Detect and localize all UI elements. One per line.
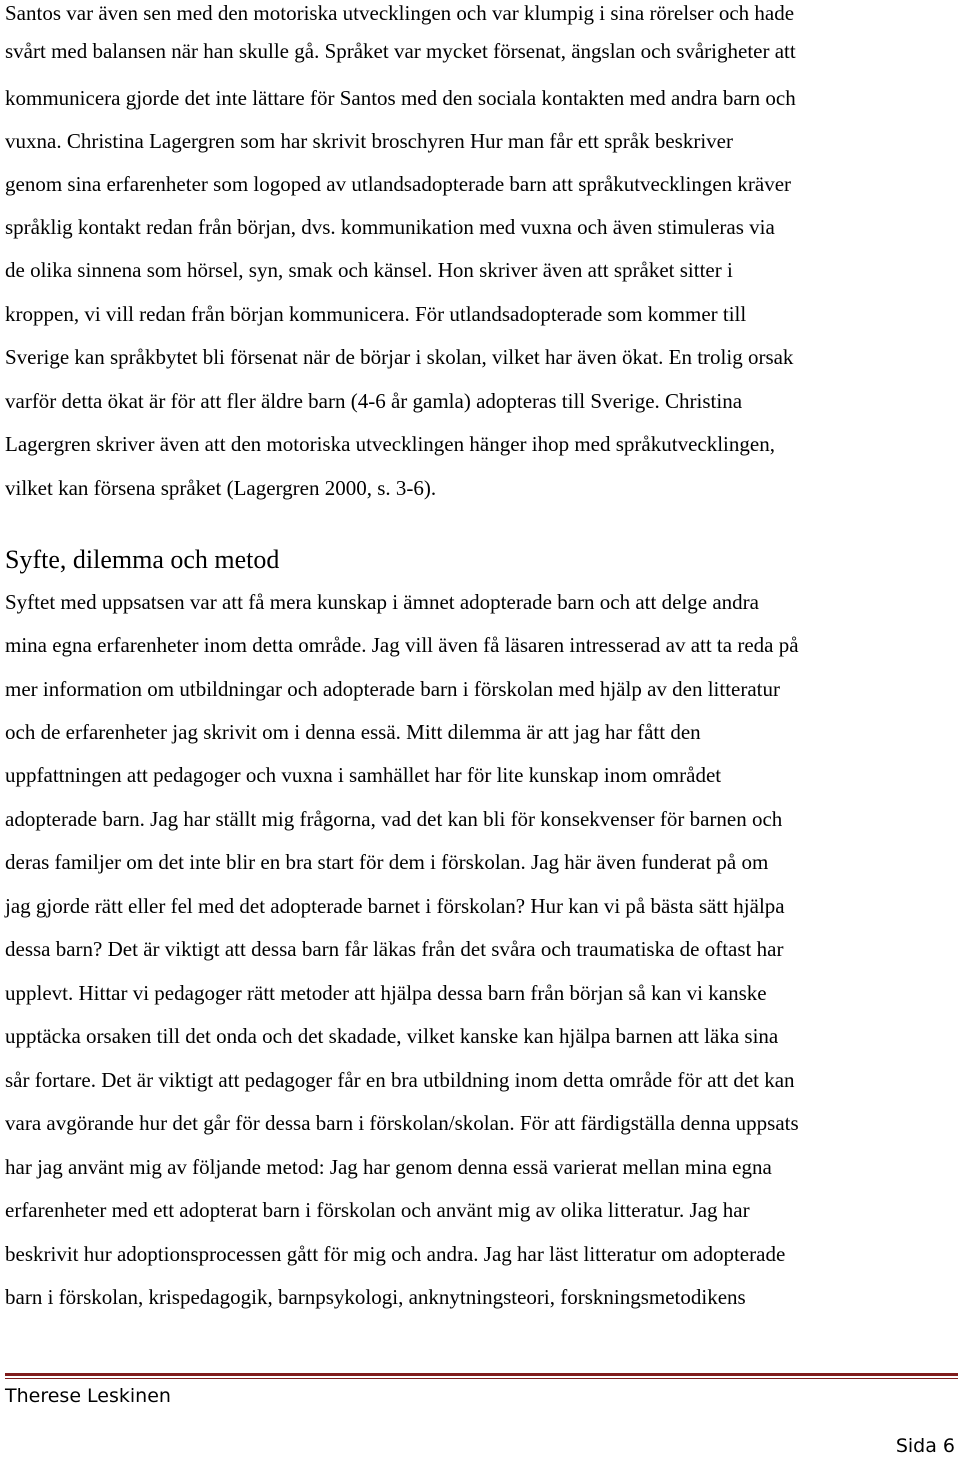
body-line: adopterade barn. Jag har ställt mig frågorna, vad det kan bli för konsekvenser för barnen och <box>5 807 783 831</box>
body-line: beskrivit hur adoptionsprocessen gått för mig och andra. Jag har läst litteratur om adopterade <box>5 1242 786 1266</box>
body-line: Syftet med uppsatsen var att få mera kunskap i ämnet adopterade barn och att delge andra <box>5 590 759 614</box>
body-line: kommunicera gjorde det inte lättare för Santos med den sociala kontakten med andra barn och <box>5 86 796 110</box>
body-line: dessa barn? Det är viktigt att dessa barn får läkas från det svåra och traumatiska de oftast har <box>5 937 784 961</box>
footer-rule <box>5 1373 958 1376</box>
body-line: upptäcka orsaken till det onda och det skadade, vilket kanske kan hjälpa barnen att läka sina <box>5 1024 779 1048</box>
body-line: genom sina erfarenheter som logoped av utlandsadopterade barn att språkutvecklingen kräver <box>5 172 792 196</box>
body-line: och de erfarenheter jag skrivit om i denna essä. Mitt dilemma är att jag har fått den <box>5 720 701 744</box>
body-line: har jag använt mig av följande metod: Jag har genom denna essä varierat mellan mina egna <box>5 1155 772 1179</box>
body-line: mina egna erfarenheter inom detta område. Jag vill även få läsaren intresserad av att ta reda på <box>5 633 799 657</box>
body-line: språklig kontakt redan från början, dvs. kommunikation med vuxna och även stimuleras via <box>5 215 775 239</box>
body-line: varför detta ökat är för att fler äldre barn (4-6 år gamla) adopteras till Sverige. Christina <box>5 389 743 413</box>
body-line: Sverige kan språkbytet bli försenat när de börjar i skolan, vilket har även ökat. En trolig orsak <box>5 345 794 369</box>
body-line: Lagergren skriver även att den motoriska utvecklingen hänger ihop med språkutvecklingen, <box>5 432 775 456</box>
body-line: deras familjer om det inte blir en bra start för dem i förskolan. Jag här även funderat på om <box>5 850 769 874</box>
footer-rule-thin <box>5 1378 958 1379</box>
body-line: kroppen, vi vill redan från början kommunicera. För utlandsadopterade som kommer till <box>5 302 747 326</box>
body-line: svårt med balansen när han skulle gå. Språket var mycket försenat, ängslan och svårigheter att <box>5 39 796 63</box>
body-line: barn i förskolan, krispedagogik, barnpsykologi, anknytningsteori, forskningsmetodikens <box>5 1285 746 1309</box>
body-line: uppfattningen att pedagoger och vuxna i samhället har för lite kunskap inom området <box>5 763 722 787</box>
body-line: erfarenheter med ett adopterat barn i förskolan och använt mig av olika litteratur. Jag har <box>5 1198 750 1222</box>
body-line: sår fortare. Det är viktigt att pedagoger får en bra utbildning inom detta område för att det kan <box>5 1068 795 1092</box>
body-line: vara avgörande hur det går för dessa barn i förskolan/skolan. För att färdigställa denna uppsats <box>5 1111 799 1135</box>
body-line: vilket kan försena språket (Lagergren 2000, s. 3-6). <box>5 476 437 500</box>
body-line: Santos var även sen med den motoriska utvecklingen och var klumpig i sina rörelser och hade <box>5 1 795 25</box>
section-heading: Syfte, dilemma och metod <box>5 545 280 574</box>
page-number: Sida 6 <box>895 1435 955 1457</box>
body-line: upplevt. Hittar vi pedagoger rätt metoder att hjälpa dessa barn från början så kan vi kanske <box>5 981 767 1005</box>
body-line: de olika sinnena som hörsel, syn, smak och känsel. Hon skriver även att språket sitter i <box>5 258 733 282</box>
body-line: jag gjorde rätt eller fel med det adopterade barnet i förskolan? Hur kan vi på bästa sätt hjälpa <box>5 894 785 918</box>
body-line: vuxna. Christina Lagergren som har skrivit broschyren Hur man får ett språk beskriver <box>5 129 733 153</box>
footer-author: Therese Leskinen <box>5 1385 171 1407</box>
body-line: mer information om utbildningar och adopterade barn i förskolan med hjälp av den litteratur <box>5 677 781 701</box>
